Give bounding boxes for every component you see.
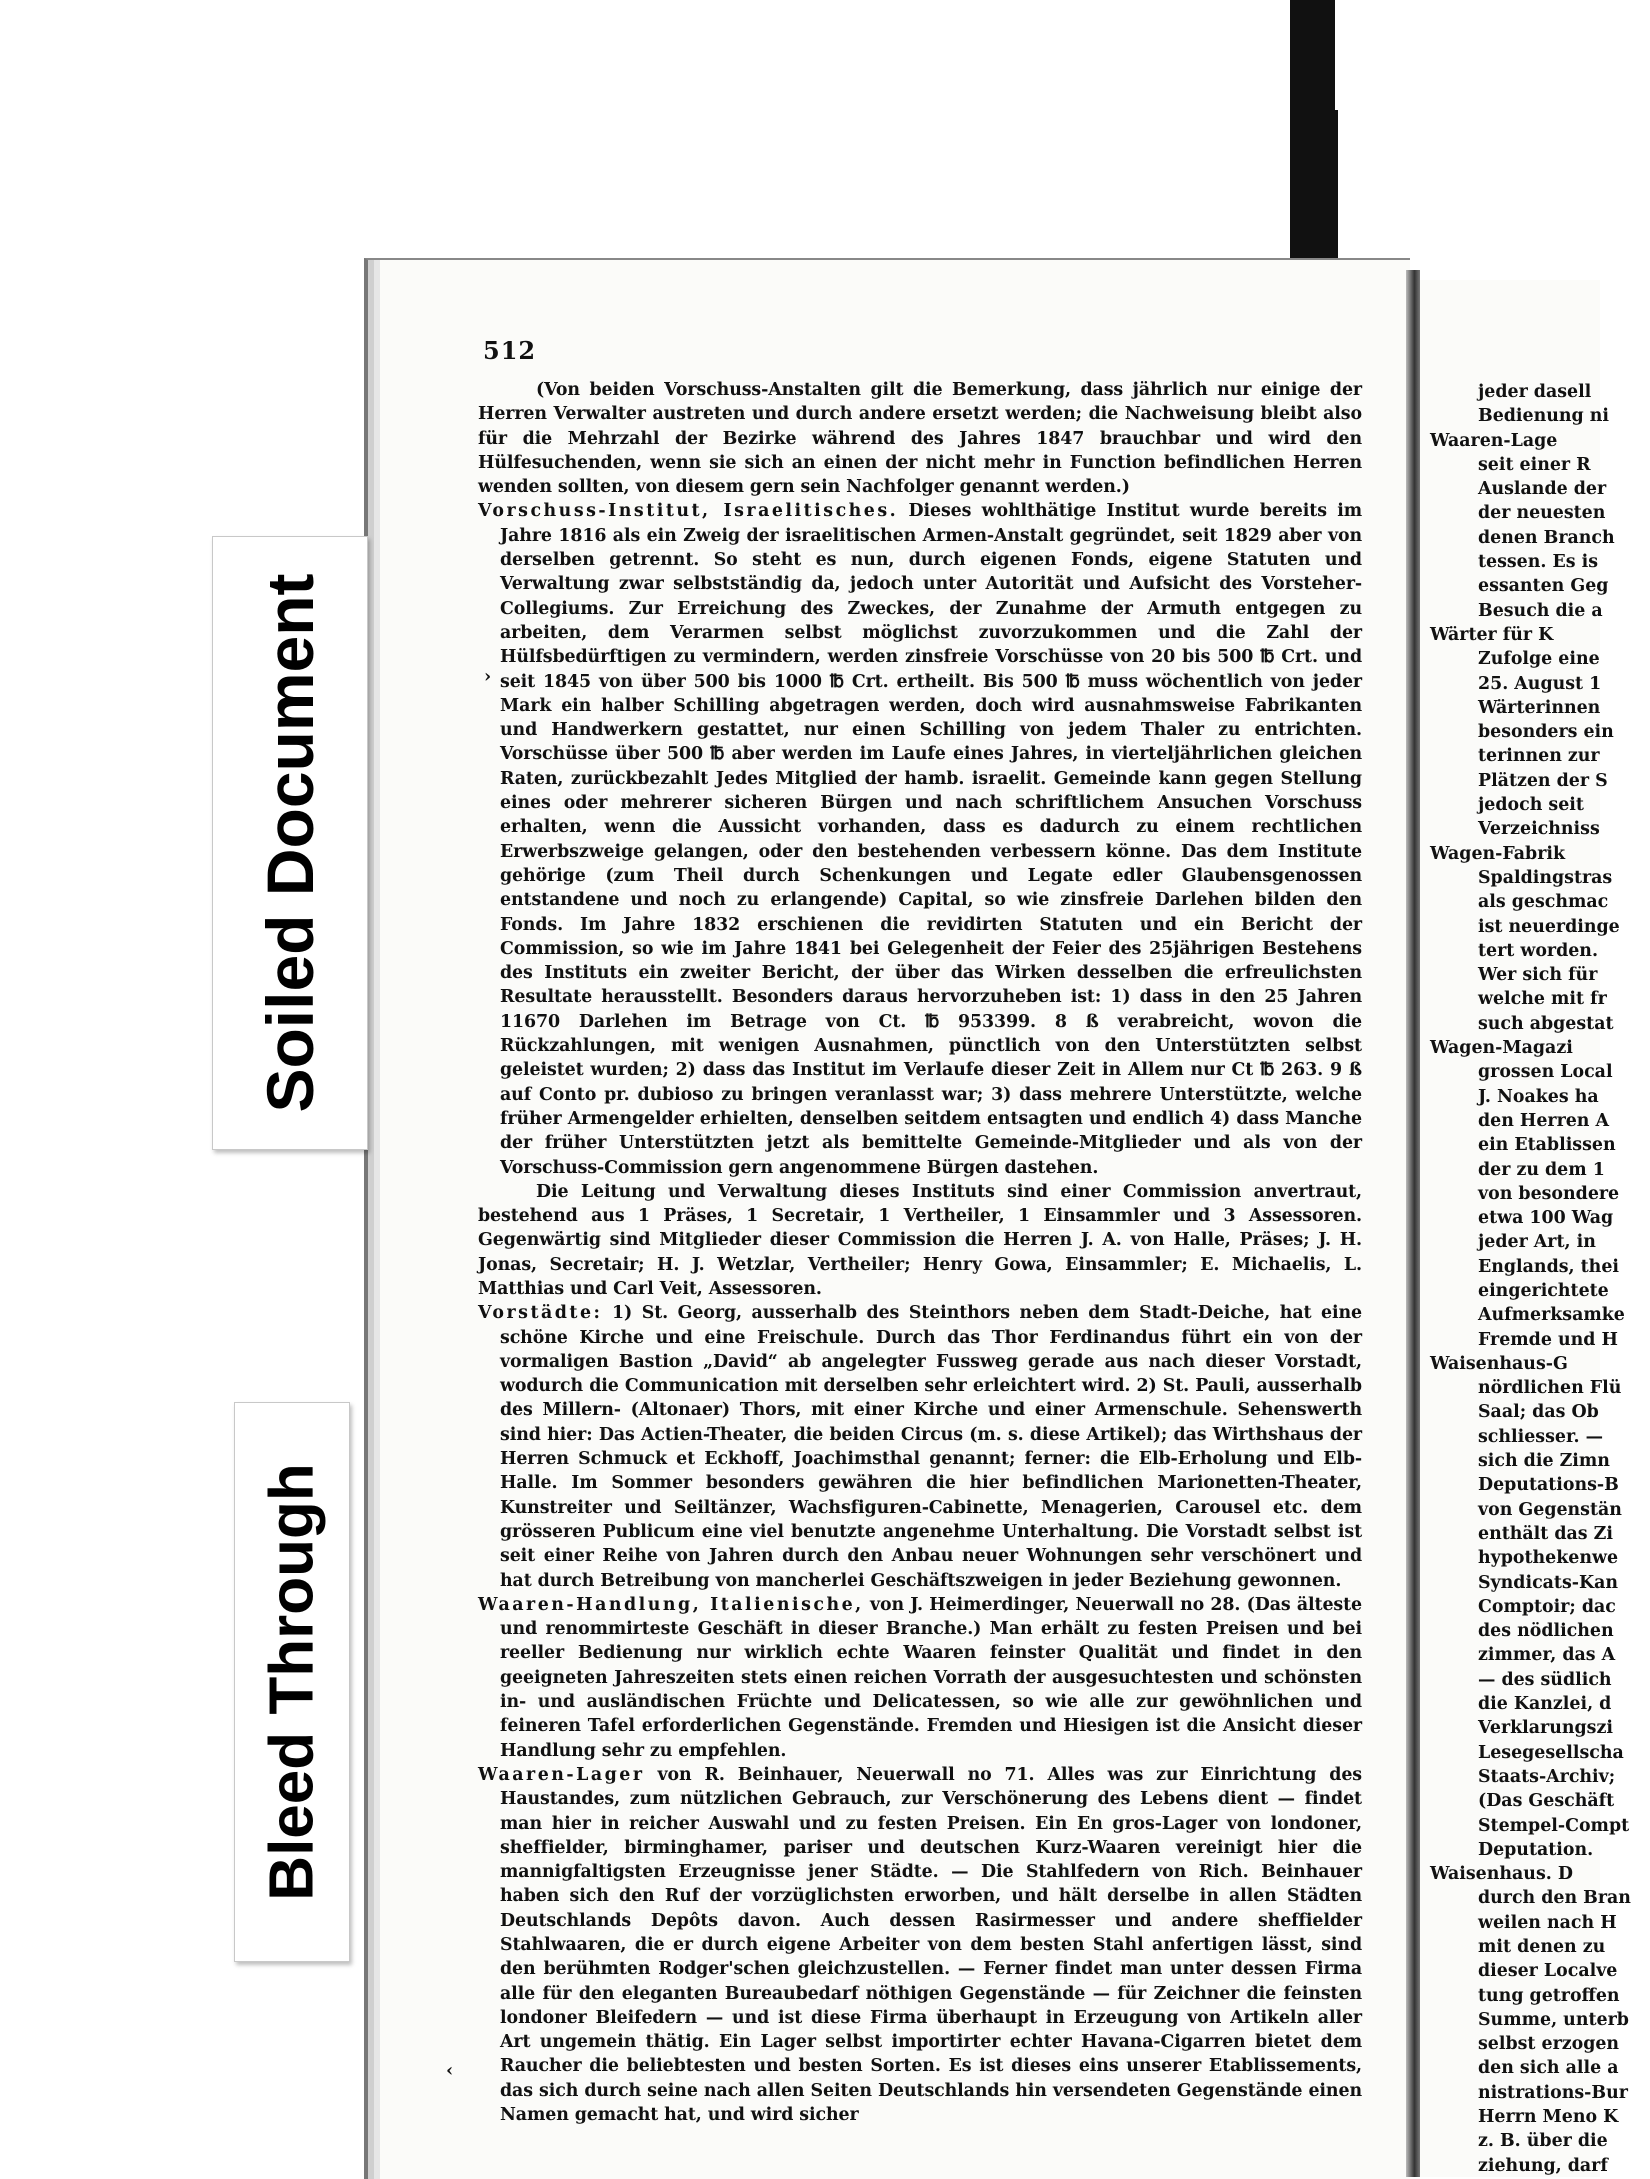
book-gutter [1406, 270, 1420, 2177]
right-text-line: J. Noakes ha [1478, 1086, 1599, 1107]
paragraph-text: (Von beiden Vorschuss-Anstalten gilt die Bemerkung, dass jährlich nur einige der Herren Verwalter austreten und durch andere ersetzt werden; die Nachweisung bleibt also für die Mehrzahl der Bezirke während des Jahres 1847 brauchbar und wird den Hülfesuchenden, wenn sie sich an einen der nicht mehr in Function befindlichen Herren wenden sollten, von diesem gern sein Nachfolger genannt werden.) [478, 380, 1362, 498]
right-text-line: durch den Bran [1478, 1888, 1631, 1909]
right-text-line: den sich alle a [1478, 2058, 1619, 2079]
right-text-line: z. B. über die [1478, 2131, 1608, 2152]
right-text-line: Herrn Meno K [1478, 2107, 1619, 2128]
right-text-line: Aufmerksamke [1478, 1305, 1625, 1326]
right-entry-heading: Waaren-Lage [1430, 430, 1558, 451]
right-text-line: Syndicats-Kan [1478, 1572, 1618, 1593]
right-page-text [1430, 380, 1650, 2178]
page-number: 512 [483, 336, 537, 365]
right-text-line: die Kanzlei, d [1478, 1694, 1612, 1715]
page-body-text [478, 378, 1362, 2133]
right-text-line: schliesser. — [1478, 1426, 1604, 1447]
right-text-line: Stempel-Compt [1478, 1815, 1630, 1836]
right-text-line: Bedienung ni [1478, 406, 1609, 427]
paragraph [478, 1301, 1362, 1593]
paragraph [478, 1180, 1362, 1301]
paragraph [478, 378, 1362, 499]
soiled-document-label: Soiled Document [253, 573, 327, 1113]
right-text-line: Wer sich für [1478, 965, 1598, 986]
paragraph [478, 1593, 1362, 1763]
right-text-line: Lesegesellscha [1478, 1742, 1624, 1763]
right-text-line: terinnen zur [1478, 746, 1600, 767]
right-entry-heading: Waisenhaus-G [1430, 1353, 1568, 1374]
right-text-line: ein Etablissen [1478, 1135, 1616, 1156]
right-text-line: ziehung, darf [1478, 2155, 1608, 2176]
right-text-line: Verklarungszi [1478, 1718, 1613, 1739]
right-text-line: nistrations-Bur [1478, 2082, 1628, 2103]
right-text-line: der zu dem 1 [1478, 1159, 1605, 1180]
right-entry-heading: Wagen-Fabrik [1430, 843, 1566, 864]
margin-mark: › [484, 666, 492, 687]
right-text-line: des nödlichen [1478, 1621, 1614, 1642]
right-text-line: eingerichtete [1478, 1280, 1609, 1301]
right-text-line: jeder dasell [1478, 382, 1592, 402]
right-text-line: Deputations-B [1478, 1475, 1619, 1496]
right-text-line: der neuesten [1478, 503, 1606, 524]
right-text-line: welche mit fr [1478, 989, 1607, 1010]
right-text-line: den Herren A [1478, 1110, 1609, 1131]
right-text-line: hypothekenwe [1478, 1548, 1619, 1569]
right-text-line: besonders ein [1478, 722, 1614, 743]
right-text-line: dieser Localve [1478, 1961, 1618, 1982]
right-entry-heading: Waisenhaus. D [1430, 1864, 1573, 1885]
right-entry-heading: Wagen-Magazi [1430, 1038, 1573, 1059]
paragraph [478, 1763, 1362, 2127]
right-text-line: (Das Geschäft [1478, 1791, 1615, 1812]
right-text-line: als geschmac [1478, 892, 1609, 913]
right-text-line: Verzeichniss [1478, 819, 1600, 840]
right-text-line: enthält das Zi [1478, 1523, 1613, 1544]
right-text-line: Wärterinnen [1478, 697, 1601, 718]
right-entry-heading: Wärter für K [1430, 624, 1554, 645]
right-text-line: tert worden. [1478, 940, 1599, 961]
right-text-line: Staats-Archiv; [1478, 1766, 1616, 1787]
right-text-line: Englands, thei [1478, 1256, 1619, 1277]
right-text-line: jedoch seit [1478, 795, 1584, 816]
scanner-background [1335, 0, 1600, 110]
right-text-line: Zufolge eine [1478, 649, 1600, 670]
paragraph-text: 1) St. Georg, ausserhalb des Steinthors neben dem Stadt-Deiche, hat eine schöne Kirche und eine Freischule. Durch das Thor Ferdinandus führt ein von der vormaligen Bastion „David“ ab angelegter Fussweg gerade aus nach dieser Vorstadt, wodurch die Communication mit derselben sehr erleichtert wird. 2) St. Pauli, ausserhalb des Millern- (Altonaer) Thors, mit einer Kirche und einer Armenschule. Sehenswerth sind hier: Das Actien-Theater, die beiden Circus (m. s. diese Artikel); das Wirthshaus der Herren Schmuck et Eckhoff, Joachimsthal genannt; ferner: die Elb-Erholung und Elb-Halle. Im Sommer besonders gewähren die hier befindlichen Marionetten-Theater, Kunstreiter und Seiltänzer, Wachsfiguren-Cabinette, Menagerien, Carousel etc. dem grösseren Publicum eine viel benutzte angenehme Unterhaltung. Die Vorstadt selbst ist seit einer Reihe von Jahren durch den Anbau neuer Wohnungen sehr verschönert und hat durch Betreibung von mancherlei Geschäftszweigen in jeder Beziehung gewonnen. [500, 1303, 1362, 1591]
right-text-line: Besuch die a [1478, 600, 1603, 621]
right-text-line: Deputation. [1478, 1839, 1594, 1860]
entry-heading: Waaren-Handlung, Italienische, [478, 1594, 864, 1615]
right-text-line: weilen nach H [1478, 1912, 1617, 1933]
paragraph-text: Die Leitung und Verwaltung dieses Instituts sind einer Commission anvertraut, bestehend aus 1 Präses, 1 Secretair, 1 Vertheiler, 1 Einsammler und 3 Assessoren. Gegenwärtig sind Mitglieder dieser Commission die Herren J. A. von Halle, Präses; J. H. Jonas, Secretair; H. J. Wetzlar, Vertheiler; Henry Gowa, Einsammler; E. Michaelis, L. Matthias und Carl Veit, Assessoren. [478, 1181, 1362, 1299]
right-text-line: Auslande der [1478, 479, 1607, 500]
right-text-line: ist neuerdinge [1478, 916, 1620, 937]
entry-heading: Vorschuss-Institut, Israelitisches. [478, 501, 899, 522]
soiled-document-tab[interactable] [212, 536, 368, 1150]
right-text-line: zimmer, das A [1478, 1645, 1616, 1666]
paragraph-text: Dieses wohlthätige Institut wurde bereits im Jahre 1816 als ein Zweig der israelitischen Armen-Anstalt gegründet, seit 1829 aber von derselben getrennt. So steht es nun, durch eigenen Fonds, eigene Statuten und Verwaltung zwar selbstständig da, jedoch unter Autorität und Aufsicht des Vorsteher-Collegiums. Zur Erreichung des Zweckes, der Zunahme der Armuth entgegen zu arbeiten, dem Verarmen selbst möglichst zuvorzukommen und die Zahl der Hülfsbedürftigen zu vermindern, werden zinsfreie Vorschüsse von 20 bis 500 ℔ Crt. und seit 1845 von über 500 bis 1000 ℔ Crt. ertheilt. Bis 500 ℔ muss wöchentlich von jeder Mark ein halber Schilling abgetragen werden, doch wird ausnahmsweise Fabrikanten und Handwerkern gestattet, nur einen Schilling von jedem Thaler zu entrichten. Vorschüsse über 500 ℔ aber werden im Laufe eines Jahres, in vierteljährlichen gleichen Raten, zurückbezahlt Jedes Mitglied der hamb. israelit. Gemeinde kann gegen Stellung eines oder mehrerer sicheren Bürgen und nach schriftlichem Ansuchen Vorschuss erhalten, wenn die Aussicht vorhanden, dass es dadurch zu einem rechtlichen Erwerbszweige gelangen, oder den bestehenden verbessern könne. Das dem Institute gehörige (zum Theil durch Schenkungen und Legate edler Glaubensgenossen entstandene und noch zu erlangende) Capital, so wie zinsfreie Darlehen bilden den Fonds. Im Jahre 1832 erschienen die revidirten Statuten und ein Bericht der Commission, so wie im Jahre 1841 bei Gelegenheit der Feier des 25jährigen Bestehens des Instituts ein zweiter Bericht, der über das Wirken desselben die erfreulichsten Resultate herausstellt. Besonders daraus hervorzuheben ist: 1) dass in den 25 Jahren 11670 Darlehen im Betrage von Ct. ℔ 953399. 8 ß verabreicht, wovon die Rückzahlungen, mit wenigen Ausnahmen, pünctlich von den Unterstützten selbst geleistet wurden; 2) dass das Institut im Verlaufe dieser Zeit in Allem nur Ct ℔ 263. 9 ß auf Conto pr. dubioso zu bringen veranlasst war; 3) dass mehrere Unterstützte, welche früher Armengelder erhielten, denselben seitdem entsagten und endlich 4) dass Manche der früher Unterstützten jetzt als bemittelte Gemeinde-Mitglieder und als von der Vorschuss-Commission gern angenommene Bürgen dastehen. [500, 501, 1362, 1178]
right-text-line: — des südlich [1478, 1669, 1612, 1690]
entry-heading: Waaren-Lager [478, 1764, 645, 1785]
bleed-through-tab[interactable] [234, 1402, 350, 1962]
right-text-line: nördlichen Flü [1478, 1378, 1622, 1399]
scanner-edge [1290, 0, 1338, 290]
right-text-line: Fremde und H [1478, 1329, 1618, 1350]
paragraph-text: von J. Heimerdinger, Neuerwall no 28. (Das älteste und renommirteste Geschäft in dieser Branche.) Man erhält zu festen Preisen und bei reeller Bedienung nur wirklich echte Waaren feinster Qualität und findet in den geeigneten Jahreszeiten stets einen reichen Vorrath der ausgesuchtesten und schönsten in- und ausländischen Früchte und Delicatessen, so wie alle zur gewöhnlichen und feineren Tafel erforderlichen Gegenstände. Fremden und Hiesigen ist die Ansicht dieser Handlung sehr zu empfehlen. [500, 1594, 1362, 1761]
right-text-line: von Gegenstän [1478, 1499, 1622, 1520]
right-text-line: Plätzen der S [1478, 770, 1608, 791]
margin-mark: ‹ [446, 2060, 454, 2081]
right-text-line: 25. August 1 [1478, 673, 1602, 694]
right-text-line: Spaldingstras [1478, 867, 1613, 888]
right-text-line: such abgestat [1478, 1013, 1614, 1034]
right-text-line: tessen. Es is [1478, 552, 1598, 573]
right-page [1420, 280, 1631, 2177]
right-text-line: etwa 100 Wag [1478, 1208, 1614, 1229]
right-text-line: jeder Art, in [1478, 1232, 1596, 1253]
paragraph-text: von R. Beinhauer, Neuerwall no 71. Alles was zur Einrichtung des Haustandes, zum nützlichen Gebrauch, zur Verschönerung des Lebens dient — findet man hier in reicher Auswahl und zu festen Preisen. Ein En gros-Lager von londoner, sheffielder, birminghamer, pariser und deutschen Kurz-Waaren vereinigt hier die mannigfaltigsten Erzeugnisse jener Städte. — Die Stahlfedern von Rich. Beinhauer haben sich den Ruf der vorzüglichsten erworben, und hält derselbe in allen Städten Deutschlands Depôts davon. Auch dessen Rasirmesser und andere sheffielder Stahlwaaren, die er durch eigene Arbeiter von dem besten Stahl anfertigen lässt, sind den berühmten Rodger'schen gleichzustellen. — Ferner findet man unter dessen Firma alle für den eleganten Bureaubedarf nöthigen Gegenstände — für Zeichner die feinsten londoner Bleifedern — und ist diese Firma überhaupt in Erzeugung von Artikeln aller Art ungemein thätig. Ein Lager selbst importirter echter Havana-Cigarren bietet dem Raucher die beliebtesten und besten Sorten. Es ist dieses eins unserer Etablissements, das sich durch seine nach allen Seiten Deutschlands hin versendeten Gegenstände einen Namen gemacht hat, und wird sicher [500, 1764, 1362, 2126]
bleed-through-label: Bleed Through [257, 1463, 327, 1901]
paragraph [478, 499, 1362, 1179]
right-text-line: tung getroffen [1478, 1985, 1620, 2006]
right-text-line: Summe, unterb [1478, 2009, 1629, 2030]
entry-heading: Vorstädte: [478, 1303, 603, 1324]
right-text-line: denen Branch [1478, 527, 1615, 548]
right-text-line: grossen Local [1478, 1062, 1613, 1083]
right-text-line: sich die Zimn [1478, 1451, 1610, 1472]
right-text-line: selbst erzogen [1478, 2034, 1620, 2055]
right-text-line: seit einer R [1478, 454, 1591, 475]
right-text-line: von besondere [1478, 1183, 1620, 1204]
right-text-line: Comptoir; dac [1478, 1596, 1616, 1617]
right-text-line: mit denen zu [1478, 1937, 1606, 1957]
right-text-line: Saal; das Ob [1478, 1402, 1599, 1423]
right-text-line: essanten Geg [1478, 576, 1609, 597]
